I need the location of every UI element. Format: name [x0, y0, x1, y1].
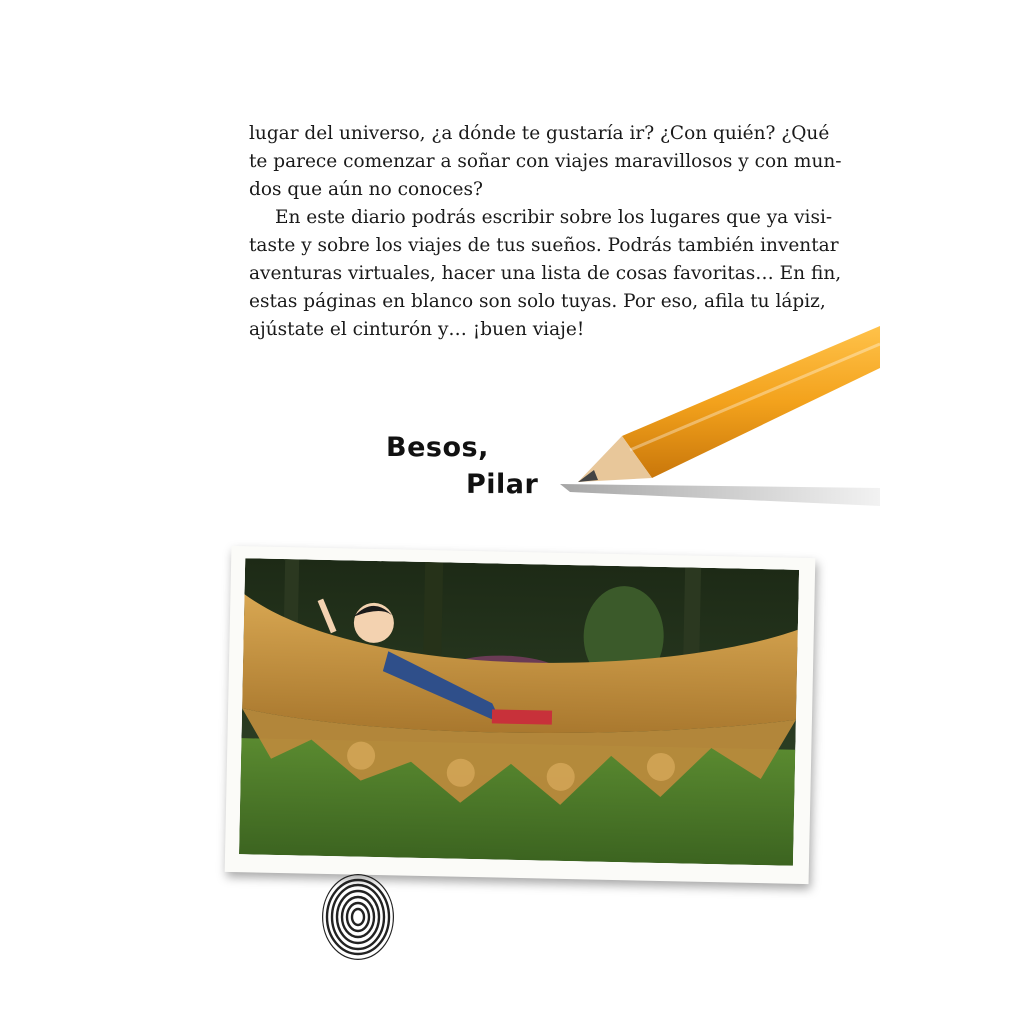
signature-name: Pilar: [466, 469, 539, 500]
text-line: dos que aún no conoces?: [249, 179, 483, 200]
fingerprint-icon: [320, 872, 396, 962]
text-line: ajústate el cinturón y… ¡buen viaje!: [249, 319, 585, 340]
text-line: estas páginas en blanco son solo tuyas. Por eso, afila tu lápiz,: [249, 291, 826, 312]
pencil-icon: [540, 320, 880, 520]
text-line: te parece comenzar a soñar con viajes maravillosos y con mun-: [249, 151, 842, 172]
text-line: lugar del universo, ¿a dónde te gustaría ir? ¿Con quién? ¿Qué: [249, 123, 830, 144]
hammock-photo: [225, 546, 816, 884]
body-text: [249, 120, 842, 344]
text-line: aventuras virtuales, hacer una lista de cosas favoritas… En fin,: [249, 263, 842, 284]
paragraph-1: [249, 120, 842, 204]
text-line: En este diario podrás escribir sobre los lugares que ya visi-: [275, 207, 833, 228]
text-line: taste y sobre los viajes de tus sueños. Podrás también inventar: [249, 235, 839, 256]
signature-greeting: Besos,: [386, 432, 489, 463]
hammock-scene-image: [239, 558, 799, 866]
